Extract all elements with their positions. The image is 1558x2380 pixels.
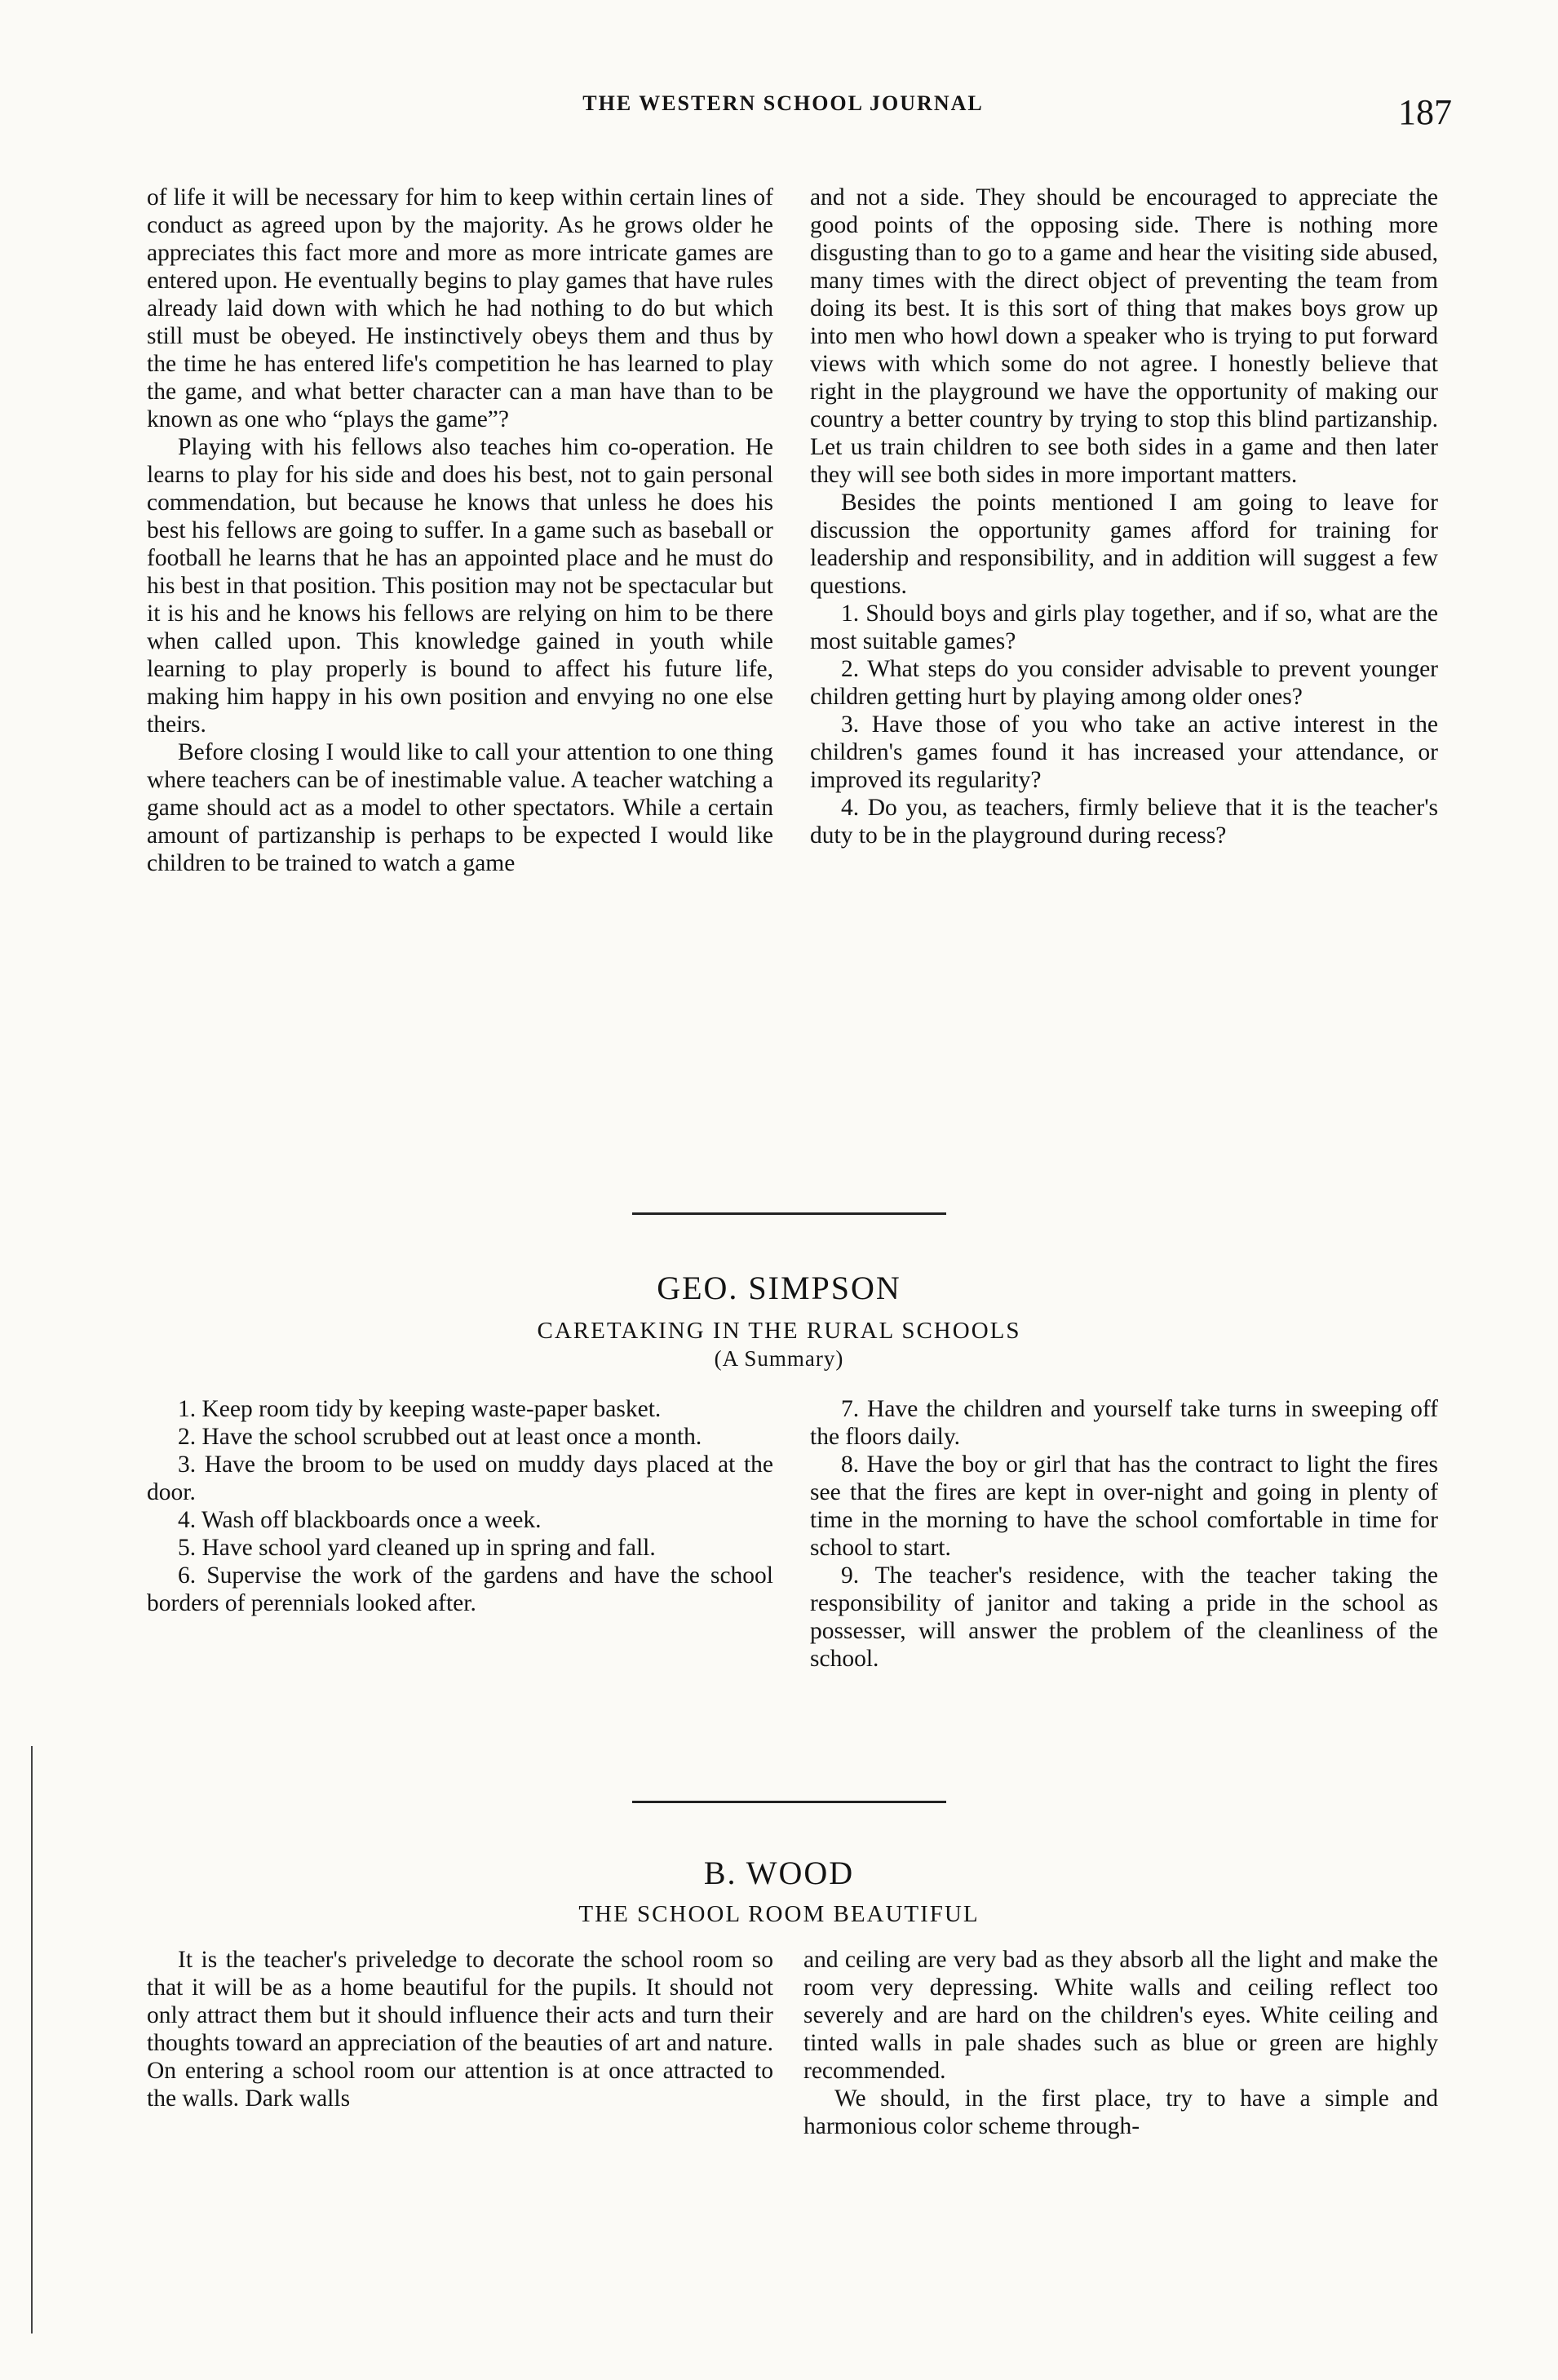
section-divider (632, 1212, 946, 1215)
list-item: 7. Have the children and yourself take turns in sweeping off the floors daily. (810, 1396, 1438, 1450)
article2-author: GEO. SIMPSON (657, 1270, 901, 1306)
paragraph: Besides the points mentioned I am going to leave for discussion the opportunity games afford for training for leadership and responsibility, and in addition will suggest a few questions. (810, 490, 1438, 599)
list-item: 8. Have the boy or girl that has the contract to light the fires see that the fires are kept in over-night and going in plenty of time in the morning to have the school comfortable in time for school to start. (810, 1451, 1438, 1561)
list-item: 1. Keep room tidy by keeping waste-paper basket. (178, 1396, 662, 1422)
article3-left-column (147, 1946, 773, 2112)
page-number: 187 (1398, 92, 1452, 132)
article3-right-column (803, 1946, 1438, 2140)
article2-note: (A Summary) (714, 1346, 844, 1371)
journal-title: THE WESTERN SCHOOL JOURNAL (582, 91, 984, 115)
paragraph: Playing with his fellows also teaches him co-operation. He learns to play for his side and does his best, not to gain personal commendation, but because he knows that unless he does his best his fellows are going to suffer. In a game such as baseball or football he learns that he has an appointed place and he must do his best in that position. This position may not be spectacular but it is his and he knows his fellows are relying on him to be there when called upon. This knowledge gained in youth while learning to play properly is bound to affect his future life, making him happy in his own position and envying no one else theirs. (147, 434, 773, 738)
paragraph: of life it will be necessary for him to keep within certain lines of conduct as agreed upon by the majority. As he grows older he appreciates this fact more and more as more intricate games are entered upon. He eventually begins to play games that have rules already laid down with which he had nothing to do but which still must be obeyed. He instinctively obeys them and thus by the time he has entered life's competition he has learned to play the game, and what better character can a man have than to be known as one who “plays the game”? (147, 184, 773, 432)
list-item: 4. Wash off blackboards once a week. (178, 1507, 542, 1533)
article1-right-column (810, 184, 1438, 849)
question-item: 1. Should boys and girls play together, and if so, what are the most suitable games? (810, 601, 1438, 654)
list-item: 6. Supervise the work of the gardens and have the school borders of perennials looked after. (147, 1562, 773, 1616)
binding-mark (31, 1746, 33, 2333)
question-item: 4. Do you, as teachers, firmly believe that it is the teacher's duty to be in the playground during recess? (810, 795, 1438, 849)
article2-title: CARETAKING IN THE RURAL SCHOOLS (537, 1318, 1021, 1344)
paragraph: It is the teacher's priveledge to decorate the school room so that it will be as a home beautiful for the pupils. It should not only attract them but it should influence their acts and turn their thoughts toward an appreciation of the beauties of art and nature. On entering a school room our attention is at once attracted to the walls. Dark walls (147, 1947, 773, 2112)
paragraph: We should, in the first place, try to have a simple and harmonious color scheme through- (803, 2085, 1438, 2139)
list-item: 2. Have the school scrubbed out at least once a month. (178, 1424, 702, 1450)
list-item: 9. The teacher's residence, with the teacher taking the responsibility of janitor and taking a pride in the school as possesser, will answer the problem of the cleanliness of the school. (810, 1562, 1438, 1672)
paragraph: and ceiling are very bad as they absorb all the light and make the room very depressing. White walls and ceiling reflect too severely and are hard on the children's eyes. White ceiling and tinted walls in pale shades such as blue or green are highly recommended. (803, 1947, 1438, 2084)
list-item: 3. Have the broom to be used on muddy days placed at the door. (147, 1451, 773, 1505)
list-item: 5. Have school yard cleaned up in spring and fall. (178, 1535, 656, 1561)
article2-right-column (810, 1395, 1438, 1673)
question-item: 2. What steps do you consider advisable to prevent younger children getting hurt by playing among older ones? (810, 656, 1438, 710)
article2-left-column (147, 1395, 773, 1617)
article3-title: THE SCHOOL ROOM BEAUTIFUL (578, 1901, 980, 1927)
article3-author: B. WOOD (703, 1855, 855, 1891)
paragraph: and not a side. They should be encouraged to appreciate the good points of the opposing side. There is nothing more disgusting than to go to a game and hear the visiting side abused, many times with the direct object of preventing the team from doing its best. It is this sort of thing that makes boys grow up into men who howl down a speaker who is trying to put forward views with which some do not agree. I honestly believe that right in the playground we have the opportunity of making our country a better country by trying to stop this blind partizanship. Let us train children to see both sides in a game and then later they will see both sides in more important matters. (810, 184, 1438, 488)
question-item: 3. Have those of you who take an active interest in the children's games found it has increased your attendance, or improved its regularity? (810, 711, 1438, 793)
article1-left-column (147, 184, 773, 877)
paragraph: Before closing I would like to call your attention to one thing where teachers can be of inestimable value. A teacher watching a game should act as a model to other spectators. While a certain amount of partizanship is perhaps to be expected I would like children to be trained to watch a game (147, 739, 773, 876)
section-divider (632, 1801, 946, 1803)
